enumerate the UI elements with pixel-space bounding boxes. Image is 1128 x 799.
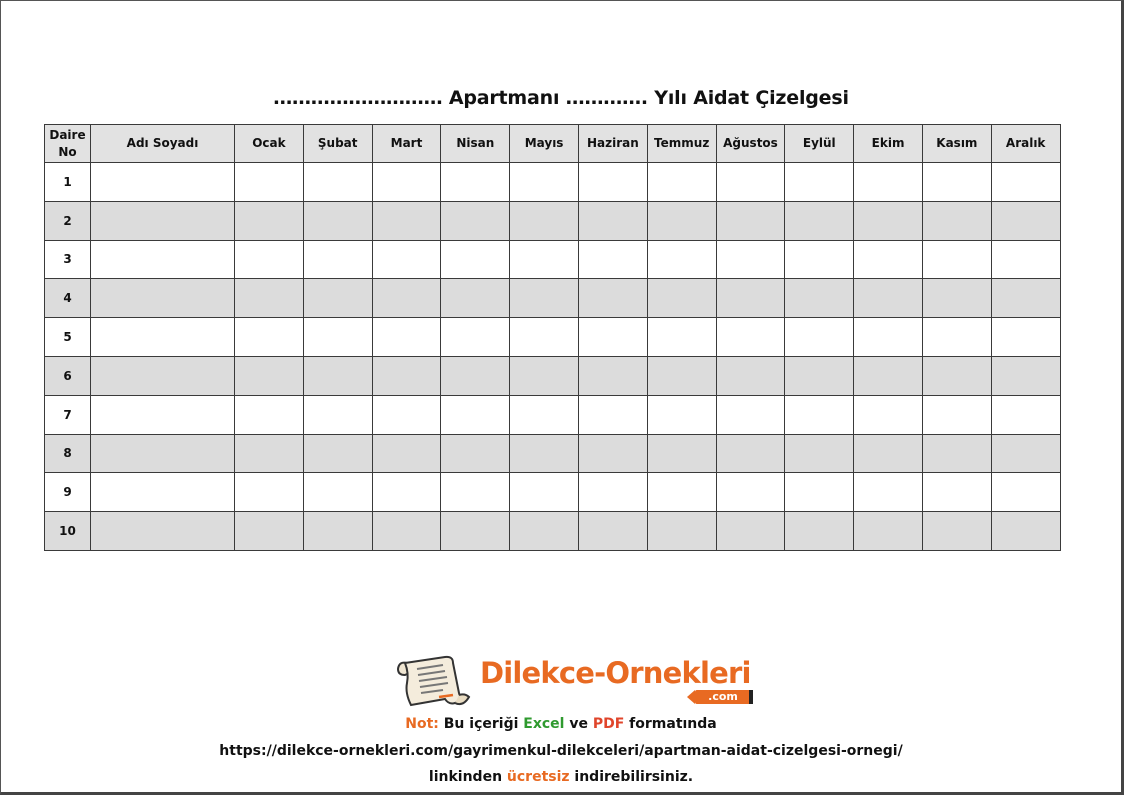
payment-cell[interactable]: [716, 240, 785, 279]
payment-cell[interactable]: [303, 512, 372, 551]
payment-cell[interactable]: [441, 434, 510, 473]
payment-cell[interactable]: [922, 163, 991, 202]
payment-cell[interactable]: [372, 240, 441, 279]
column-header: Mart: [372, 125, 441, 163]
payment-cell[interactable]: [235, 279, 304, 318]
table-row: [45, 279, 1061, 318]
excel-word: Excel: [523, 716, 565, 732]
payment-cell[interactable]: [578, 318, 647, 357]
payment-cell[interactable]: [578, 473, 647, 512]
payment-cell[interactable]: [578, 356, 647, 395]
table-row: [45, 201, 1061, 240]
payment-cell[interactable]: [578, 279, 647, 318]
payment-cell[interactable]: [716, 512, 785, 551]
column-header: Kasım: [922, 125, 991, 163]
payment-cell[interactable]: [372, 512, 441, 551]
payment-cell[interactable]: [372, 434, 441, 473]
pencil-tip-shape: [687, 690, 695, 704]
column-header: Nisan: [441, 125, 510, 163]
payment-cell[interactable]: [785, 240, 854, 279]
payment-cell[interactable]: [716, 318, 785, 357]
payment-cell[interactable]: [785, 473, 854, 512]
payment-cell[interactable]: [991, 395, 1060, 434]
column-header: Eylül: [785, 125, 854, 163]
name-cell[interactable]: [91, 201, 235, 240]
payment-cell[interactable]: [716, 201, 785, 240]
table-row: [45, 356, 1061, 395]
payment-cell[interactable]: [510, 240, 579, 279]
payment-cell[interactable]: [510, 395, 579, 434]
column-header: Şubat: [303, 125, 372, 163]
note-text-b: ve: [564, 716, 593, 732]
payment-cell[interactable]: [922, 434, 991, 473]
table-row: [45, 434, 1061, 473]
payment-cell[interactable]: [785, 512, 854, 551]
payment-cell[interactable]: [441, 512, 510, 551]
payment-cell[interactable]: [647, 240, 716, 279]
payment-cell[interactable]: [372, 279, 441, 318]
payment-cell[interactable]: [785, 201, 854, 240]
payment-cell[interactable]: [510, 163, 579, 202]
payment-cell[interactable]: [854, 201, 923, 240]
name-cell[interactable]: [91, 279, 235, 318]
column-header: Ekim: [854, 125, 923, 163]
name-cell[interactable]: [91, 434, 235, 473]
payment-cell[interactable]: [510, 279, 579, 318]
payment-cell[interactable]: [510, 473, 579, 512]
payment-cell[interactable]: [441, 356, 510, 395]
free-word: ücretsiz: [506, 769, 570, 785]
payment-cell[interactable]: [303, 163, 372, 202]
payment-cell[interactable]: [991, 279, 1060, 318]
payment-cell[interactable]: [716, 395, 785, 434]
site-logo[interactable]: [393, 653, 763, 707]
payment-cell[interactable]: [235, 318, 304, 357]
table-row: [45, 395, 1061, 434]
payment-cell[interactable]: [991, 356, 1060, 395]
table-row: [45, 512, 1061, 551]
payment-cell[interactable]: [235, 434, 304, 473]
payment-cell[interactable]: [785, 318, 854, 357]
payment-cell[interactable]: [303, 434, 372, 473]
payment-cell[interactable]: [716, 356, 785, 395]
pencil-end-shape: [749, 690, 753, 704]
name-cell[interactable]: [91, 473, 235, 512]
page-title: ……………………… Apartmanı …………. Yılı Aidat Çizelgesi: [273, 87, 849, 109]
payment-cell[interactable]: [578, 434, 647, 473]
payment-cell[interactable]: [854, 318, 923, 357]
payment-cell[interactable]: [235, 473, 304, 512]
payment-cell[interactable]: [647, 279, 716, 318]
column-header: Ocak: [235, 125, 304, 163]
daire-no-cell: 7: [45, 395, 91, 434]
payment-cell[interactable]: [854, 473, 923, 512]
name-cell[interactable]: [91, 240, 235, 279]
payment-cell[interactable]: [372, 201, 441, 240]
daire-no-cell: 9: [45, 473, 91, 512]
scroll-paper-icon: [393, 653, 477, 707]
payment-cell[interactable]: [510, 356, 579, 395]
payment-cell[interactable]: [854, 434, 923, 473]
payment-cell[interactable]: [235, 240, 304, 279]
payment-cell[interactable]: [991, 163, 1060, 202]
payment-cell[interactable]: [303, 279, 372, 318]
payment-cell[interactable]: [716, 163, 785, 202]
pdf-word: PDF: [592, 716, 625, 732]
payment-cell[interactable]: [303, 318, 372, 357]
column-header: Aralık: [991, 125, 1060, 163]
name-cell[interactable]: [91, 163, 235, 202]
payment-cell[interactable]: [785, 356, 854, 395]
payment-cell[interactable]: [854, 356, 923, 395]
payment-cell[interactable]: [441, 279, 510, 318]
note-text-c: formatında: [624, 716, 717, 732]
payment-cell[interactable]: [441, 395, 510, 434]
payment-cell[interactable]: [785, 434, 854, 473]
table-body: [45, 163, 1061, 551]
payment-cell[interactable]: [922, 240, 991, 279]
name-cell[interactable]: [91, 318, 235, 357]
note-text-e: indirebilirsiniz.: [569, 769, 694, 785]
payment-cell[interactable]: [785, 279, 854, 318]
name-cell[interactable]: [91, 395, 235, 434]
payment-cell[interactable]: [510, 318, 579, 357]
payment-cell[interactable]: [922, 473, 991, 512]
payment-cell[interactable]: [303, 201, 372, 240]
column-header: Mayıs: [510, 125, 579, 163]
name-cell[interactable]: [91, 512, 235, 551]
payment-cell[interactable]: [647, 318, 716, 357]
payment-cell[interactable]: [372, 395, 441, 434]
daire-no-cell: 10: [45, 512, 91, 551]
payment-cell[interactable]: [510, 201, 579, 240]
payment-cell[interactable]: [922, 356, 991, 395]
payment-cell[interactable]: [785, 395, 854, 434]
note-label: Not:: [405, 716, 439, 732]
daire-no-cell: 2: [45, 201, 91, 240]
table-header-row: [45, 125, 1061, 163]
payment-cell[interactable]: [854, 512, 923, 551]
payment-cell[interactable]: [510, 434, 579, 473]
payment-cell[interactable]: [303, 473, 372, 512]
payment-cell[interactable]: [235, 512, 304, 551]
payment-cell[interactable]: [303, 356, 372, 395]
payment-cell[interactable]: [372, 473, 441, 512]
logo-brand-text: Dilekce-Ornekleri: [480, 656, 751, 690]
payment-cell[interactable]: [441, 473, 510, 512]
payment-cell[interactable]: [578, 395, 647, 434]
payment-cell[interactable]: [922, 318, 991, 357]
payment-cell[interactable]: [647, 434, 716, 473]
payment-cell[interactable]: [647, 163, 716, 202]
payment-cell[interactable]: [854, 279, 923, 318]
payment-cell[interactable]: [716, 279, 785, 318]
column-header: Haziran: [578, 125, 647, 163]
footer-url-link[interactable]: https://dilekce-ornekleri.com/gayrimenkul-dilekceleri/apartman-aidat-cizelgesi-ornegi/: [219, 743, 903, 759]
payment-cell[interactable]: [647, 473, 716, 512]
daire-no-cell: 3: [45, 240, 91, 279]
payment-cell[interactable]: [303, 240, 372, 279]
payment-cell[interactable]: [372, 356, 441, 395]
payment-cell[interactable]: [991, 434, 1060, 473]
payment-cell[interactable]: [854, 240, 923, 279]
payment-cell[interactable]: [441, 201, 510, 240]
payment-cell[interactable]: [991, 473, 1060, 512]
table-row: [45, 163, 1061, 202]
payment-cell[interactable]: [922, 512, 991, 551]
table-row: [45, 473, 1061, 512]
payment-cell[interactable]: [441, 163, 510, 202]
payment-cell[interactable]: [578, 240, 647, 279]
column-header: Daire No: [45, 125, 91, 163]
payment-cell[interactable]: [510, 512, 579, 551]
payment-cell[interactable]: [922, 201, 991, 240]
aidat-table: [44, 124, 1061, 551]
payment-cell[interactable]: [647, 395, 716, 434]
payment-cell[interactable]: [235, 163, 304, 202]
payment-cell[interactable]: [647, 512, 716, 551]
payment-cell[interactable]: [372, 318, 441, 357]
payment-cell[interactable]: [441, 240, 510, 279]
payment-cell[interactable]: [854, 395, 923, 434]
payment-cell[interactable]: [647, 201, 716, 240]
payment-cell[interactable]: [854, 163, 923, 202]
payment-cell[interactable]: [991, 201, 1060, 240]
daire-no-cell: 6: [45, 356, 91, 395]
payment-cell[interactable]: [303, 395, 372, 434]
logo-dotcom: .com: [695, 690, 751, 704]
table-row: [45, 318, 1061, 357]
column-header: Temmuz: [647, 125, 716, 163]
column-header: Adı Soyadı: [91, 125, 235, 163]
name-cell[interactable]: [91, 356, 235, 395]
payment-cell[interactable]: [716, 473, 785, 512]
payment-cell[interactable]: [235, 395, 304, 434]
payment-cell[interactable]: [991, 240, 1060, 279]
payment-cell[interactable]: [647, 356, 716, 395]
payment-cell[interactable]: [235, 201, 304, 240]
column-header: Ağustos: [716, 125, 785, 163]
daire-no-cell: 5: [45, 318, 91, 357]
daire-no-cell: 1: [45, 163, 91, 202]
payment-cell[interactable]: [991, 318, 1060, 357]
payment-cell[interactable]: [441, 318, 510, 357]
footer-note-line3: [1, 769, 1121, 785]
payment-cell[interactable]: [785, 163, 854, 202]
payment-cell[interactable]: [578, 512, 647, 551]
footer-note-line1: [1, 716, 1121, 732]
note-text-d: linkinden: [428, 769, 507, 785]
table-row: [45, 240, 1061, 279]
payment-cell[interactable]: [578, 163, 647, 202]
payment-cell[interactable]: [991, 512, 1060, 551]
payment-cell[interactable]: [578, 201, 647, 240]
payment-cell[interactable]: [922, 395, 991, 434]
note-text-a: Bu içeriği: [438, 716, 524, 732]
payment-cell[interactable]: [372, 163, 441, 202]
payment-cell[interactable]: [922, 279, 991, 318]
daire-no-cell: 8: [45, 434, 91, 473]
daire-no-cell: 4: [45, 279, 91, 318]
payment-cell[interactable]: [235, 356, 304, 395]
payment-cell[interactable]: [716, 434, 785, 473]
